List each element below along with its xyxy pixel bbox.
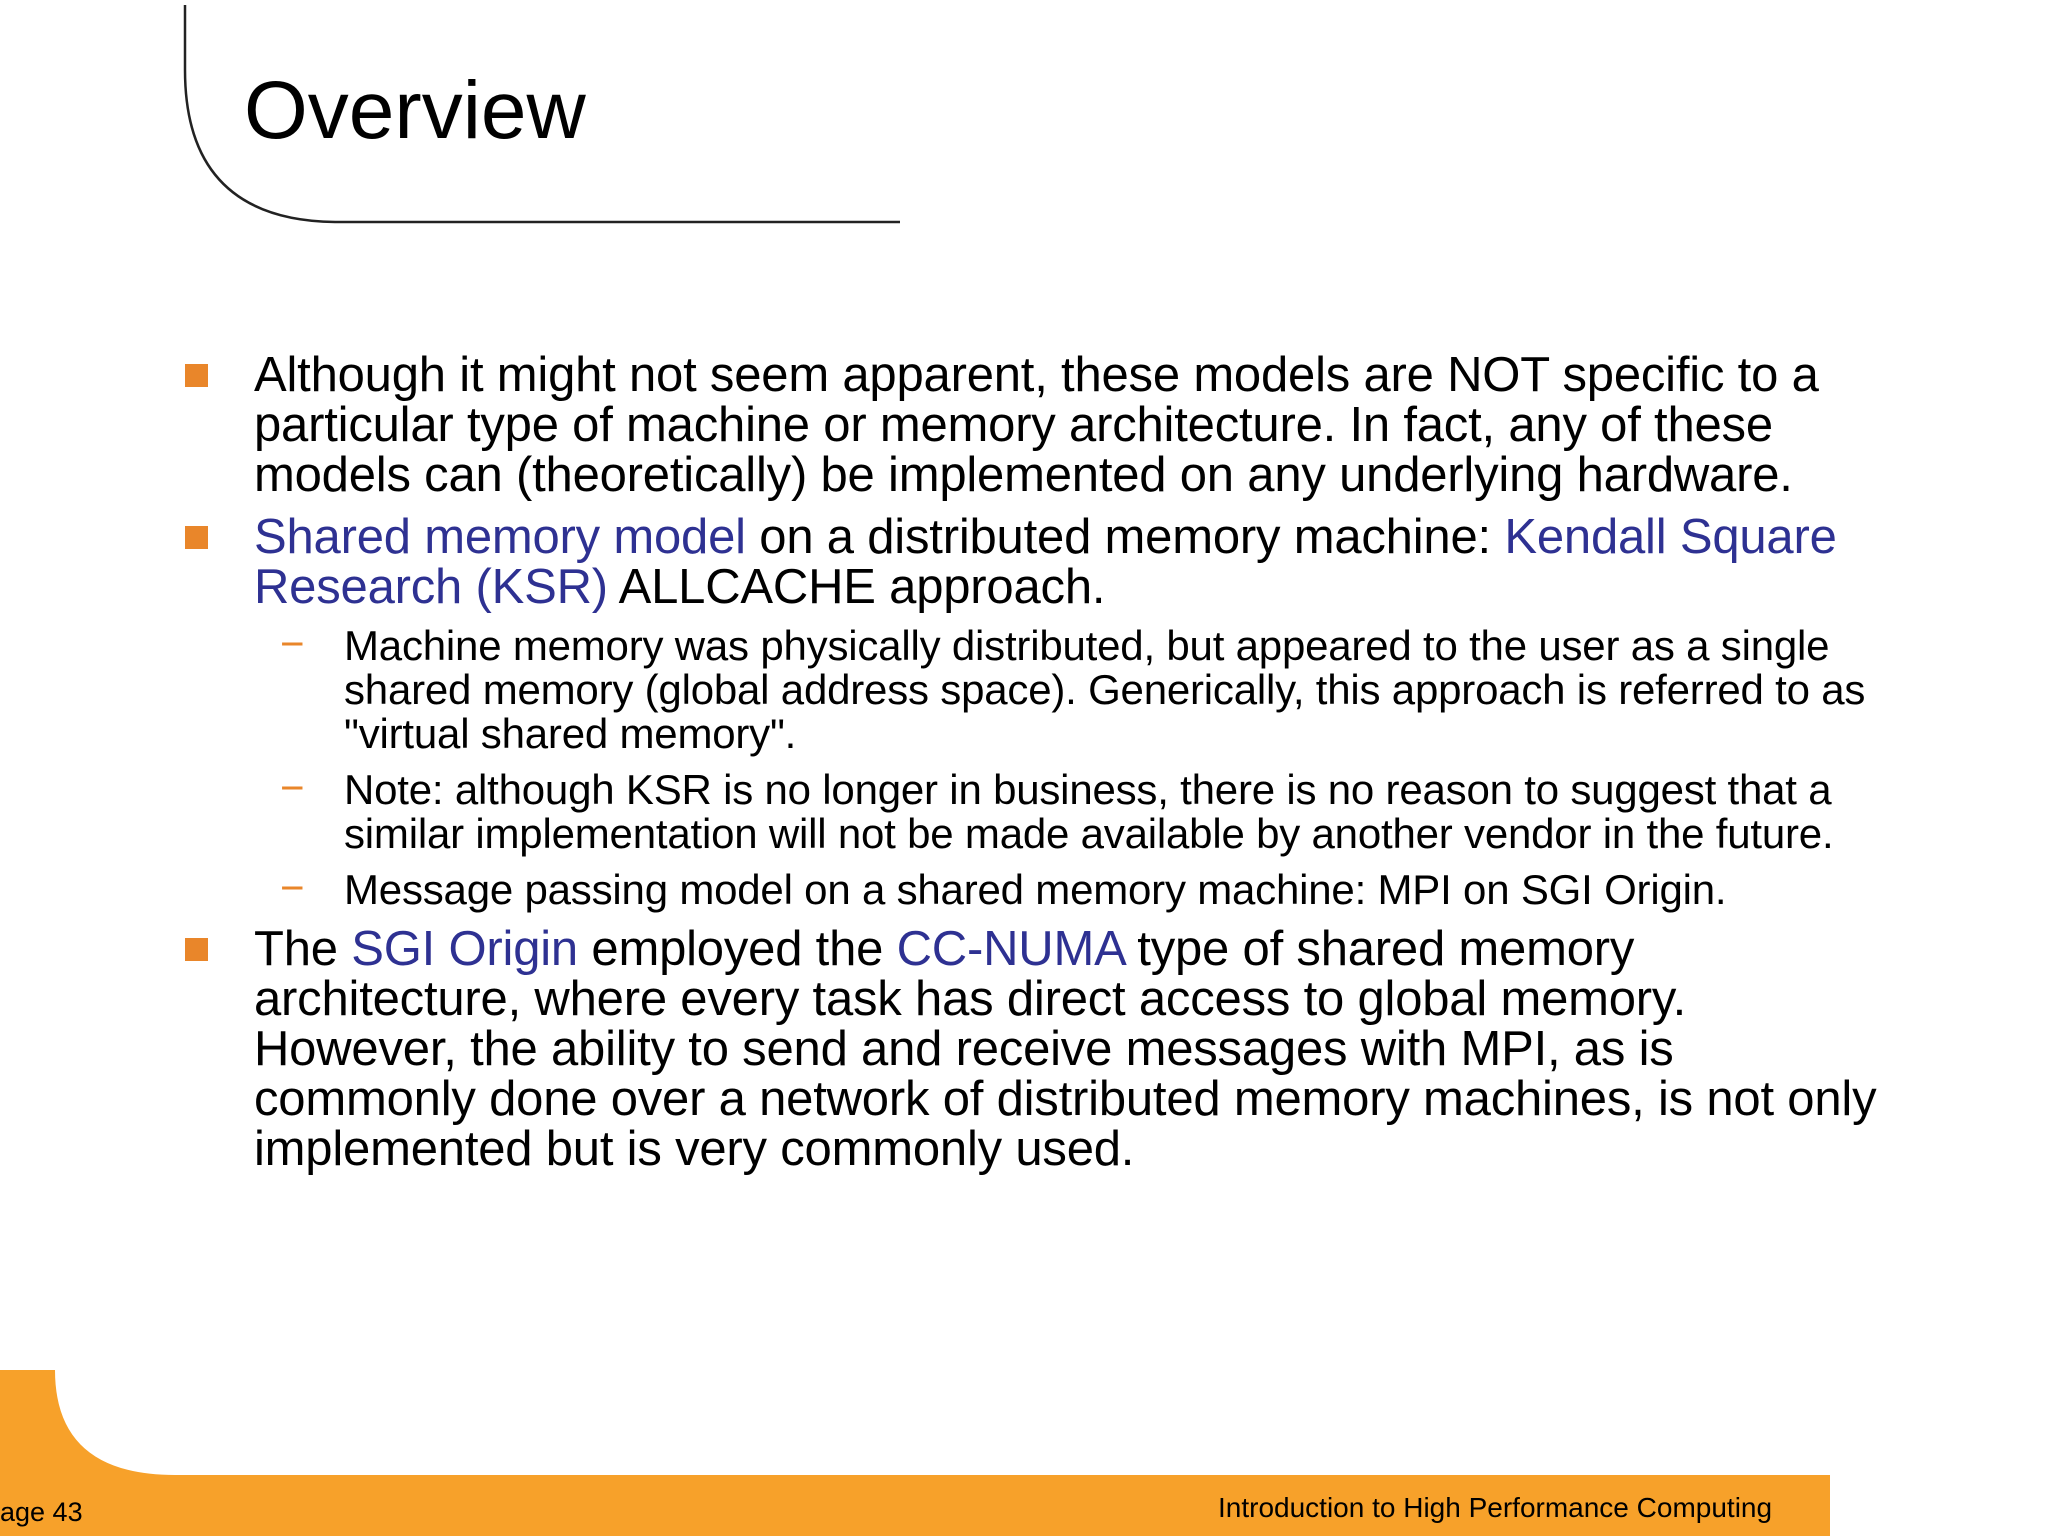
square-bullet-icon [185, 526, 208, 549]
square-bullet-icon [185, 364, 208, 387]
dash-bullet-icon: − [280, 764, 305, 811]
square-bullet-icon [185, 938, 208, 961]
sub-bullet-text: Note: although KSR is no longer in business, there is no reason to suggest that a similar implementation will not be made available by another vendor in the future. [344, 766, 1834, 857]
shared-memory-model-link[interactable]: Shared memory model [254, 510, 746, 564]
slide-content [180, 350, 1900, 1186]
bullet-item [180, 512, 1900, 612]
sub-bullet-text: Machine memory was physically distributed, but appeared to the user as a single shared memory (global address space). Generically, this approach is referred to as "virtual shared memory". [344, 622, 1866, 757]
bullet-text: employed the [577, 922, 897, 976]
dash-bullet-icon: − [280, 864, 305, 911]
bullet-text: ALLCACHE approach. [607, 560, 1106, 614]
ksr-link[interactable]: Kendall Square Research (KSR) [254, 510, 1837, 614]
cc-numa-link[interactable]: CC-NUMA [896, 922, 1124, 976]
page-number: age 43 [0, 1497, 83, 1527]
sub-bullet-item [180, 764, 1900, 857]
course-title: Introduction to High Performance Computing [1218, 1492, 1773, 1523]
bullet-text: type of shared memory architecture, where every task has direct access to global memory. However, the ability to send and receive messages with MPI, as is commonly done over a network of distributed memory machines, is not only implemented but is very commonly used. [254, 922, 1877, 1176]
sub-bullet-text: Message passing model on a shared memory machine: MPI on SGI Origin. [344, 866, 1727, 913]
sub-bullet-item [180, 864, 1900, 913]
slide-title: Overview [244, 65, 586, 156]
dash-bullet-icon: − [280, 620, 305, 667]
bullet-text: on a distributed memory machine: [745, 510, 1505, 564]
bullet-item [180, 924, 1900, 1174]
bullet-item [180, 350, 1900, 500]
bullet-text: The [254, 922, 352, 976]
bullet-text: Although it might not seem apparent, these models are NOT specific to a particular type of machine or memory architecture. In fact, any of these models can (theoretically) be implemented on any underlying hardware. [254, 348, 1819, 502]
sgi-origin-link[interactable]: SGI Origin [351, 922, 578, 976]
sub-bullet-item [180, 620, 1900, 757]
